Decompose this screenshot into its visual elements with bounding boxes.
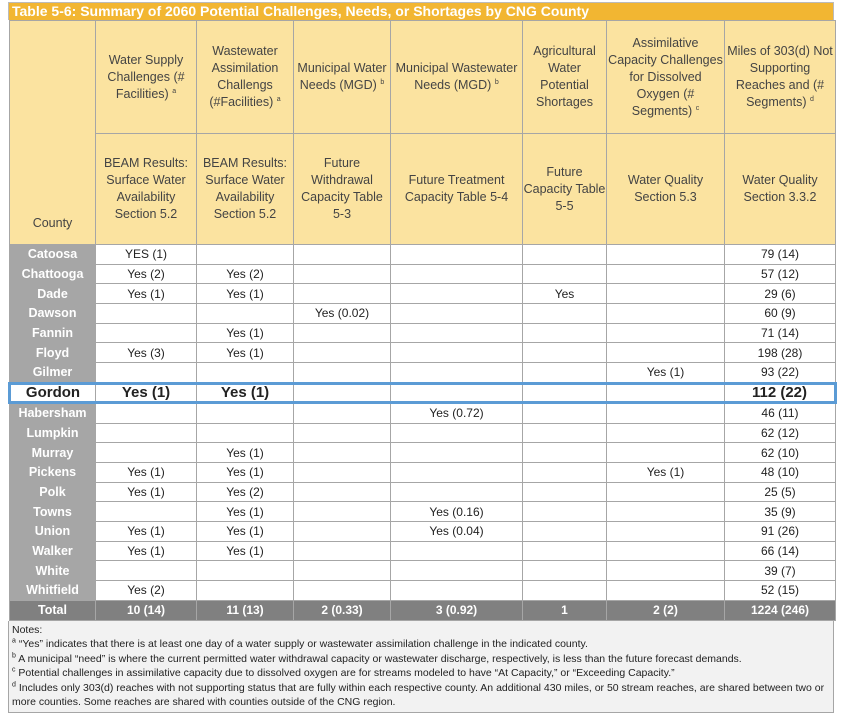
value-cell [523, 423, 607, 443]
table-row [10, 423, 836, 443]
value-cell: 29 (6) [725, 284, 836, 304]
table-row [10, 264, 836, 284]
table-row [10, 482, 836, 502]
table-row [10, 245, 836, 265]
table-row [10, 402, 836, 423]
value-cell: Yes (0.02) [294, 304, 391, 324]
county-cell: Union [10, 521, 96, 541]
column-header-label: Assimilative Capacity Challenges for Dissolved Oxygen (# Segments) [608, 35, 723, 118]
county-cell: Gordon [10, 383, 96, 402]
county-cell: Chattooga [10, 264, 96, 284]
value-cell [96, 443, 197, 463]
note-item [12, 681, 830, 710]
value-cell: 48 (10) [725, 462, 836, 482]
value-cell [96, 304, 197, 324]
note-text: “Yes” indicates that there is at least one day of a water supply or wastewater assimilation challenge in the indicated county. [18, 638, 588, 651]
value-cell [391, 383, 523, 402]
table-row [10, 363, 836, 384]
total-cell: 2 (0.33) [294, 600, 391, 620]
value-cell [391, 561, 523, 581]
value-cell [523, 245, 607, 265]
total-cell: 1 [523, 600, 607, 620]
value-cell [391, 363, 523, 384]
value-cell: Yes (2) [96, 581, 197, 601]
value-cell: 39 (7) [725, 561, 836, 581]
value-cell [294, 581, 391, 601]
footnote-marker: b [494, 78, 499, 86]
value-cell [523, 541, 607, 561]
value-cell: 62 (10) [725, 443, 836, 463]
total-cell: 11 (13) [197, 600, 294, 620]
value-cell [523, 581, 607, 601]
value-cell [197, 402, 294, 423]
value-cell [607, 264, 725, 284]
value-cell [197, 363, 294, 384]
value-cell: Yes (0.04) [391, 521, 523, 541]
value-cell [391, 581, 523, 601]
value-cell [96, 502, 197, 522]
value-cell: 62 (12) [725, 423, 836, 443]
county-cell: Gilmer [10, 363, 96, 384]
value-cell: Yes (0.16) [391, 502, 523, 522]
value-cell [96, 561, 197, 581]
total-cell: 3 (0.92) [391, 600, 523, 620]
column-header-6 [607, 21, 725, 134]
value-cell [391, 245, 523, 265]
value-cell [607, 423, 725, 443]
value-cell: 25 (5) [725, 482, 836, 502]
value-cell [294, 462, 391, 482]
value-cell: 71 (14) [725, 323, 836, 343]
value-cell: Yes (0.72) [391, 402, 523, 423]
value-cell [294, 423, 391, 443]
table-row [10, 502, 836, 522]
value-cell: 46 (11) [725, 402, 836, 423]
table-row [10, 521, 836, 541]
note-marker: c [12, 666, 16, 674]
value-cell: Yes (1) [96, 462, 197, 482]
value-cell [391, 482, 523, 502]
value-cell [391, 264, 523, 284]
county-cell: Pickens [10, 462, 96, 482]
footnote-marker: d [810, 95, 814, 103]
value-cell [294, 284, 391, 304]
total-cell: 2 (2) [607, 600, 725, 620]
column-header-label: Wastewater Assimilation Challengs (#Facilities) [209, 44, 279, 109]
column-header-4 [391, 21, 523, 134]
value-cell [294, 482, 391, 502]
value-cell [391, 541, 523, 561]
county-cell: Towns [10, 502, 96, 522]
note-marker: a [12, 637, 16, 645]
value-cell: 35 (9) [725, 502, 836, 522]
value-cell [294, 363, 391, 384]
value-cell: Yes (1) [197, 502, 294, 522]
table-row [10, 581, 836, 601]
county-cell: Walker [10, 541, 96, 561]
value-cell [294, 383, 391, 402]
value-cell [391, 423, 523, 443]
value-cell [523, 323, 607, 343]
table-row [10, 541, 836, 561]
footnote-marker: b [380, 78, 385, 86]
value-cell [523, 383, 607, 402]
value-cell [294, 323, 391, 343]
value-cell: Yes (1) [197, 462, 294, 482]
value-cell [96, 363, 197, 384]
value-cell: 198 (28) [725, 343, 836, 363]
value-cell [607, 383, 725, 402]
column-header-label: Miles of 303(d) Not Supporting Reaches and (# Segments) [727, 44, 833, 109]
column-source-6: Water Quality Section 5.3 [607, 134, 725, 245]
value-cell [607, 304, 725, 324]
value-cell [96, 323, 197, 343]
value-cell [391, 304, 523, 324]
header-row-top [10, 21, 836, 134]
value-cell [294, 443, 391, 463]
note-text: A municipal “need” is where the current permitted water withdrawal capacity or wastewater discharge, respectively, is less than the future forecast demands. [18, 652, 742, 665]
value-cell: Yes (1) [96, 521, 197, 541]
column-source-2: BEAM Results: Surface Water Availability Section 5.2 [197, 134, 294, 245]
value-cell: Yes [523, 284, 607, 304]
column-header-2 [197, 21, 294, 134]
value-cell: Yes (1) [197, 443, 294, 463]
value-cell: 112 (22) [725, 383, 836, 402]
value-cell [607, 541, 725, 561]
value-cell: Yes (1) [197, 383, 294, 402]
table-row [10, 304, 836, 324]
value-cell: Yes (2) [197, 482, 294, 502]
value-cell: Yes (1) [96, 284, 197, 304]
table-row [10, 284, 836, 304]
county-cell: Habersham [10, 402, 96, 423]
total-cell: 1224 (246) [725, 600, 836, 620]
county-cell: White [10, 561, 96, 581]
value-cell [523, 502, 607, 522]
footnote-marker: a [172, 87, 177, 95]
column-header-label: Agricultural Water Potential Shortages [533, 44, 596, 109]
value-cell: Yes (1) [197, 343, 294, 363]
value-cell: Yes (1) [96, 482, 197, 502]
footnote-marker: c [695, 104, 700, 112]
value-cell [197, 423, 294, 443]
county-cell: Dawson [10, 304, 96, 324]
value-cell [523, 482, 607, 502]
value-cell: 93 (22) [725, 363, 836, 384]
value-cell [96, 402, 197, 423]
value-cell: Yes (1) [607, 462, 725, 482]
value-cell: Yes (1) [96, 383, 197, 402]
value-cell [523, 521, 607, 541]
value-cell [523, 462, 607, 482]
value-cell [607, 245, 725, 265]
value-cell: YES (1) [96, 245, 197, 265]
note-item [12, 652, 830, 667]
note-item [12, 637, 830, 652]
value-cell [607, 521, 725, 541]
value-cell: 57 (12) [725, 264, 836, 284]
value-cell [391, 343, 523, 363]
county-column-header: County [10, 21, 96, 245]
value-cell: 66 (14) [725, 541, 836, 561]
notes-list [12, 637, 830, 710]
value-cell [607, 482, 725, 502]
value-cell: Yes (1) [197, 323, 294, 343]
note-marker: b [12, 652, 16, 660]
value-cell: Yes (2) [197, 264, 294, 284]
value-cell [607, 402, 725, 423]
county-cell: Floyd [10, 343, 96, 363]
county-cell: Fannin [10, 323, 96, 343]
footnote-marker: a [276, 95, 281, 103]
value-cell [391, 323, 523, 343]
value-cell [607, 561, 725, 581]
value-cell [294, 502, 391, 522]
table-row [10, 462, 836, 482]
note-marker: d [12, 681, 16, 689]
value-cell [294, 343, 391, 363]
column-header-5 [523, 21, 607, 134]
value-cell [607, 502, 725, 522]
value-cell: Yes (1) [607, 363, 725, 384]
value-cell [523, 304, 607, 324]
column-source-4: Future Treatment Capacity Table 5-4 [391, 134, 523, 245]
value-cell: 60 (9) [725, 304, 836, 324]
value-cell [391, 462, 523, 482]
notes-section [8, 621, 834, 713]
value-cell [391, 284, 523, 304]
total-cell: 10 (14) [96, 600, 197, 620]
column-header-label: Municipal Water Needs (MGD) [297, 61, 387, 92]
value-cell: Yes (2) [96, 264, 197, 284]
value-cell [607, 343, 725, 363]
table-body [10, 245, 836, 621]
value-cell [96, 423, 197, 443]
column-header-label: Water Supply Challenges (# Facilities) [107, 52, 185, 101]
value-cell [523, 363, 607, 384]
value-cell [294, 561, 391, 581]
table-row [10, 343, 836, 363]
notes-heading: Notes: [12, 623, 43, 636]
value-cell [197, 304, 294, 324]
column-source-7: Water Quality Section 3.3.2 [725, 134, 836, 245]
value-cell: 52 (15) [725, 581, 836, 601]
value-cell [294, 264, 391, 284]
column-header-3 [294, 21, 391, 134]
value-cell [294, 245, 391, 265]
column-source-1: BEAM Results: Surface Water Availability Section 5.2 [96, 134, 197, 245]
value-cell [523, 561, 607, 581]
summary-table [8, 20, 837, 621]
county-cell: Catoosa [10, 245, 96, 265]
value-cell [391, 443, 523, 463]
table-row [10, 383, 836, 402]
value-cell [294, 541, 391, 561]
table-title: Table 5-6: Summary of 2060 Potential Challenges, Needs, or Shortages by CNG County [8, 2, 834, 20]
value-cell [607, 581, 725, 601]
column-header-label: Municipal Wastewater Needs (MGD) [395, 61, 518, 92]
value-cell [197, 581, 294, 601]
value-cell [523, 402, 607, 423]
value-cell [294, 521, 391, 541]
table-row [10, 323, 836, 343]
header-row-bottom [10, 134, 836, 245]
county-cell: Lumpkin [10, 423, 96, 443]
value-cell [607, 284, 725, 304]
value-cell [523, 264, 607, 284]
county-cell: Whitfield [10, 581, 96, 601]
note-item [12, 666, 830, 681]
value-cell: Yes (1) [96, 541, 197, 561]
value-cell [197, 245, 294, 265]
table-container [8, 2, 834, 713]
value-cell: 79 (14) [725, 245, 836, 265]
value-cell [607, 443, 725, 463]
value-cell [523, 443, 607, 463]
county-cell: Dade [10, 284, 96, 304]
table-row [10, 561, 836, 581]
total-row [10, 600, 836, 620]
county-cell: Murray [10, 443, 96, 463]
value-cell [197, 561, 294, 581]
value-cell: Yes (3) [96, 343, 197, 363]
note-text: Potential challenges in assimilative capacity due to dissolved oxygen are for streams modeled to have “At Capacity,” or “Exceeding Capacity.” [18, 667, 675, 680]
column-source-5: Future Capacity Table 5-5 [523, 134, 607, 245]
column-source-3: Future Withdrawal Capacity Table 5-3 [294, 134, 391, 245]
value-cell: Yes (1) [197, 284, 294, 304]
value-cell: Yes (1) [197, 521, 294, 541]
table-row [10, 443, 836, 463]
column-header-7 [725, 21, 836, 134]
value-cell [523, 343, 607, 363]
county-cell: Polk [10, 482, 96, 502]
value-cell: 91 (26) [725, 521, 836, 541]
total-label: Total [10, 600, 96, 620]
value-cell [294, 402, 391, 423]
note-text: Includes only 303(d) reaches with not supporting status that are fully within each respective county. An additional 430 miles, or 50 stream reaches, are shared between two or more counties. Some reaches are shared with counties outside of the CNG region. [12, 681, 825, 709]
value-cell: Yes (1) [197, 541, 294, 561]
value-cell [607, 323, 725, 343]
column-header-1 [96, 21, 197, 134]
